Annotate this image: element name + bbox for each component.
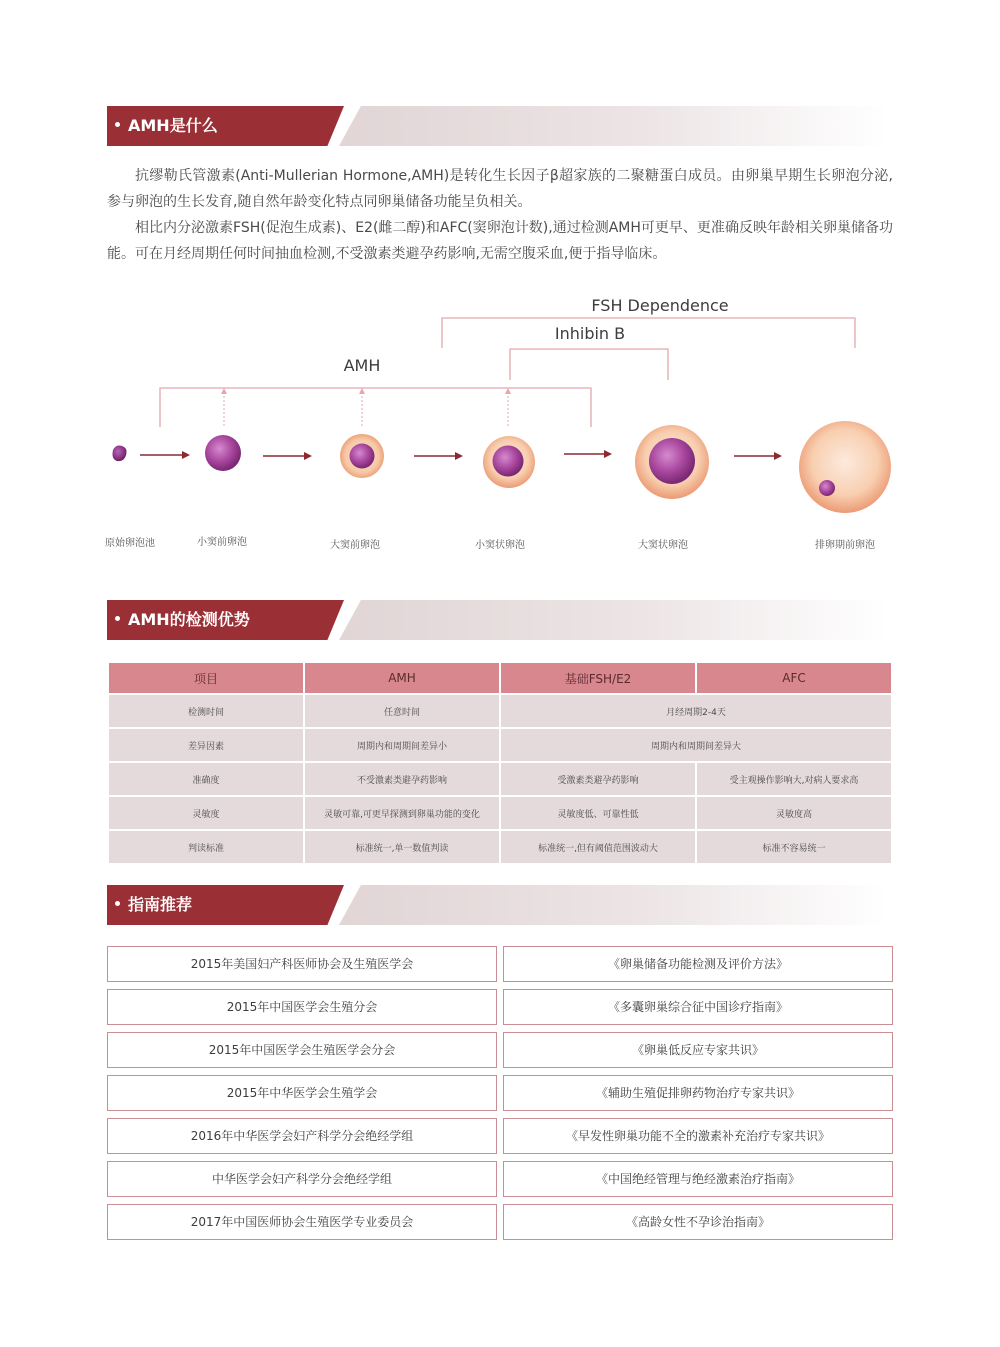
section-header-what-is-amh bbox=[107, 106, 887, 146]
table-row bbox=[109, 797, 891, 829]
guidelines-list bbox=[107, 946, 893, 1247]
row-merged-cell: 月经周期2-4天 bbox=[501, 695, 891, 727]
row-item-cell: 灵敏度 bbox=[109, 797, 303, 829]
header-amh: AMH bbox=[305, 663, 499, 693]
dotted-indicators bbox=[224, 392, 508, 428]
row-fsh-cell: 标准统一,但有阈值范围波动大 bbox=[501, 831, 695, 863]
row-afc-cell: 灵敏度高 bbox=[697, 797, 891, 829]
comparison-table bbox=[107, 661, 893, 865]
inhibin-b-label: Inhibin B bbox=[554, 324, 626, 343]
guide-organization: 2015年美国妇产科医师协会及生殖医学会 bbox=[107, 946, 497, 982]
header-afc: AFC bbox=[697, 663, 891, 693]
row-amh-cell: 任意时间 bbox=[305, 695, 499, 727]
follicle-diagram-svg bbox=[100, 290, 900, 560]
bullet-dot-icon bbox=[115, 616, 120, 621]
guide-organization: 2015年中国医学会生殖分会 bbox=[107, 989, 497, 1025]
stage-label-small-antral: 小窦状卵泡 bbox=[475, 540, 525, 551]
guide-row bbox=[107, 1075, 893, 1111]
table-header-row bbox=[109, 663, 891, 693]
guide-row bbox=[107, 1161, 893, 1197]
row-item-cell: 检测时间 bbox=[109, 695, 303, 727]
small-arrowheads bbox=[221, 388, 511, 394]
bullet-dot-icon bbox=[115, 901, 120, 906]
guide-row bbox=[107, 989, 893, 1025]
guide-organization: 中华医学会妇产科学分会绝经学组 bbox=[107, 1161, 497, 1197]
section-header-guidelines bbox=[107, 885, 887, 925]
stage-label-primordial: 原始卵泡池 bbox=[105, 538, 155, 549]
large-preantral-follicle-graphic bbox=[340, 434, 384, 478]
guide-row bbox=[107, 1118, 893, 1154]
guide-document: 《中国绝经管理与绝经激素治疗指南》 bbox=[503, 1161, 893, 1197]
row-merged-cell: 周期内和周期间差异大 bbox=[501, 729, 891, 761]
guide-row bbox=[107, 1204, 893, 1240]
guide-organization: 2016年中华医学会妇产科学分会绝经学组 bbox=[107, 1118, 497, 1154]
row-amh-cell: 不受激素类避孕药影响 bbox=[305, 763, 499, 795]
header-item: 项目 bbox=[109, 663, 303, 693]
bullet-dot-icon bbox=[115, 122, 120, 127]
row-item-cell: 判读标准 bbox=[109, 831, 303, 863]
guide-document: 《多囊卵巢综合征中国诊疗指南》 bbox=[503, 989, 893, 1025]
small-antral-follicle-graphic bbox=[483, 436, 535, 488]
small-preantral-follicle-graphic bbox=[205, 435, 241, 471]
header-gradient bbox=[339, 885, 887, 925]
row-afc-cell: 标准不容易统一 bbox=[697, 831, 891, 863]
guide-document: 《卵巢低反应专家共识》 bbox=[503, 1032, 893, 1068]
guide-document: 《卵巢储备功能检测及评价方法》 bbox=[503, 946, 893, 982]
section-title bbox=[115, 106, 218, 146]
guide-row bbox=[107, 1032, 893, 1068]
primordial-follicle-graphic bbox=[113, 446, 127, 462]
intro-paragraph-2: 相比内分泌激素FSH(促泡生成素)、E2(雌二醇)和AFC(窦卵泡计数),通过检测AMH可更早、更准确反映年龄相关卵巢储备功能。可在月经周期任何时间抽血检测,不受激素类避孕药影响,无需空腹采血,便于指导临床。 bbox=[107, 220, 893, 262]
guide-organization: 2015年中华医学会生殖学会 bbox=[107, 1075, 497, 1111]
table-row bbox=[109, 831, 891, 863]
preovulatory-follicle-graphic bbox=[799, 421, 891, 513]
intro-text bbox=[107, 163, 893, 267]
fsh-dependence-bracket bbox=[442, 318, 855, 348]
row-item-cell: 差异因素 bbox=[109, 729, 303, 761]
follicle-development-diagram bbox=[100, 290, 900, 560]
row-amh-cell: 周期内和周期间差异小 bbox=[305, 729, 499, 761]
header-gradient bbox=[339, 106, 887, 146]
stage-label-large-preantral: 大窦前卵泡 bbox=[330, 540, 380, 551]
stage-label-small-preantral: 小窦前卵泡 bbox=[197, 537, 247, 548]
row-fsh-cell: 灵敏度低、可靠性低 bbox=[501, 797, 695, 829]
header-gradient bbox=[339, 600, 887, 640]
row-afc-cell: 受主观操作影响大,对病人要求高 bbox=[697, 763, 891, 795]
section-title-text: AMH的检测优势 bbox=[128, 610, 250, 629]
guide-document: 《早发性卵巢功能不全的激素补充治疗专家共识》 bbox=[503, 1118, 893, 1154]
section-title bbox=[115, 885, 192, 925]
section-title-text: AMH是什么 bbox=[128, 116, 218, 135]
section-title bbox=[115, 600, 250, 640]
guide-document: 《高龄女性不孕诊治指南》 bbox=[503, 1204, 893, 1240]
guide-document: 《辅助生殖促排卵药物治疗专家共识》 bbox=[503, 1075, 893, 1111]
large-antral-follicle-graphic bbox=[635, 425, 709, 499]
section-header-detection-advantages bbox=[107, 600, 887, 640]
section-title-text: 指南推荐 bbox=[128, 895, 193, 914]
table-row bbox=[109, 729, 891, 761]
guide-organization: 2017年中国医师协会生殖医学专业委员会 bbox=[107, 1204, 497, 1240]
stage-label-large-antral: 大窦状卵泡 bbox=[638, 540, 688, 551]
header-fsh-e2: 基础FSH/E2 bbox=[501, 663, 695, 693]
stage-label-preovulatory: 排卵期前卵泡 bbox=[815, 540, 875, 551]
row-fsh-cell: 受激素类避孕药影响 bbox=[501, 763, 695, 795]
row-amh-cell: 标准统一,单一数值判读 bbox=[305, 831, 499, 863]
table-row bbox=[109, 763, 891, 795]
guide-row bbox=[107, 946, 893, 982]
fsh-dependence-label: FSH Dependence bbox=[591, 296, 729, 315]
inhibin-b-bracket bbox=[510, 349, 668, 380]
intro-paragraph-1: 抗缪勒氏管激素(Anti-Mullerian Hormone,AMH)是转化生长因子β超家族的二聚糖蛋白成员。由卵巢早期生长卵泡分泌,参与卵泡的生长发育,随自然年龄变化特点同卵巢储备功能呈负相关。 bbox=[107, 168, 893, 210]
amh-label: AMH bbox=[343, 356, 381, 375]
row-amh-cell: 灵敏可靠,可更早探测到卵巢功能的变化 bbox=[305, 797, 499, 829]
guide-organization: 2015年中国医学会生殖医学会分会 bbox=[107, 1032, 497, 1068]
row-item-cell: 准确度 bbox=[109, 763, 303, 795]
table-row bbox=[109, 695, 891, 727]
